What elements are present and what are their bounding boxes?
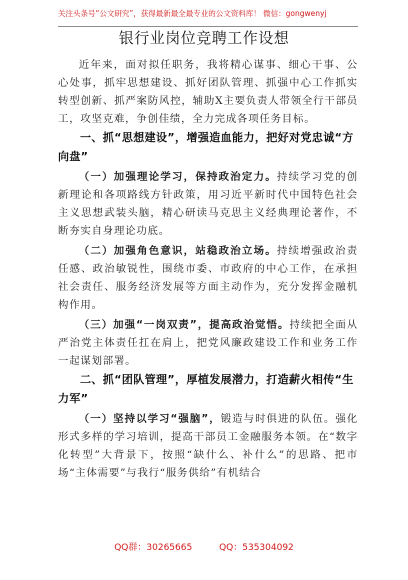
item-title: （一）坚持以学习“强脑”， (78, 413, 221, 425)
footer-contact (0, 541, 408, 555)
intro-paragraph: 近年来，面对拟任职务，我将精心谋事、细心干事、公心处事，抓牢思想建设、抓好团队管理、抓强中心工作抓实转型创新、抓严案防风控，辅助X主要负责人带领全行干部员工，攻坚克难，争创佳绩，全力完成各项任务目标。 (58, 59, 358, 125)
item-title: （一）加强理论学习，保持政治定力。 (78, 171, 277, 183)
item-body: 持续增强政治责任感、政治敏锐性，围绕市委、市政府的中心工作，在承担社会责任、服务经济发展等方面主动作为，充分发挥金融机构作用。 (58, 245, 358, 311)
section-heading-1: 一、抓“思想建设”，增强造血能力，把好对党忠诚“方向盘” (58, 131, 354, 163)
item-body: 持续学习党的创新理论和各项路线方针政策，用习近平新时代中国特色社会主义思想武装头脑，精心研读马克思主义经典理论著作，不断夯实自身理论功底。 (58, 171, 358, 237)
item-body: 锻造与时俱进的队伍。强化形式多样的学习培训，提高干部员工金融服务本领。在“数字化转型”大背景下，按照“缺什么、补什么”的思路、把市场“主体需要”与我行“服务供给”有机结合 (58, 413, 358, 479)
header-divider (58, 26, 358, 27)
section-heading-2: 二、抓“团队管理”，厚植发展潜力，打造薪火相传“生力军” (58, 373, 354, 405)
item-body: 持续把全面从严治党主体责任扛在肩上，把党风廉政建设工作和业务工作一起谋划部署。 (58, 319, 358, 367)
item-title: （二）加强角色意识，站稳政治立场。 (78, 245, 277, 257)
section1-item-3 (58, 316, 358, 370)
document-body (58, 56, 358, 482)
header-banner: 关注头条号“公文研究”，获得最新最全最专业的公文资料库！ 微信：gongwenyj (58, 9, 327, 18)
section1-item-2 (58, 242, 358, 314)
section2-item-1 (58, 410, 358, 482)
item-title: （三）加强“一岗双责”，提高政治觉悟。 (78, 319, 290, 331)
footer-qq: QQ：535304092 (219, 543, 294, 553)
footer-qq-group: QQ群：30265665 (114, 543, 193, 553)
document-title: 银行业岗位竞聘工作设想 (118, 29, 290, 47)
section1-item-1 (58, 168, 358, 240)
